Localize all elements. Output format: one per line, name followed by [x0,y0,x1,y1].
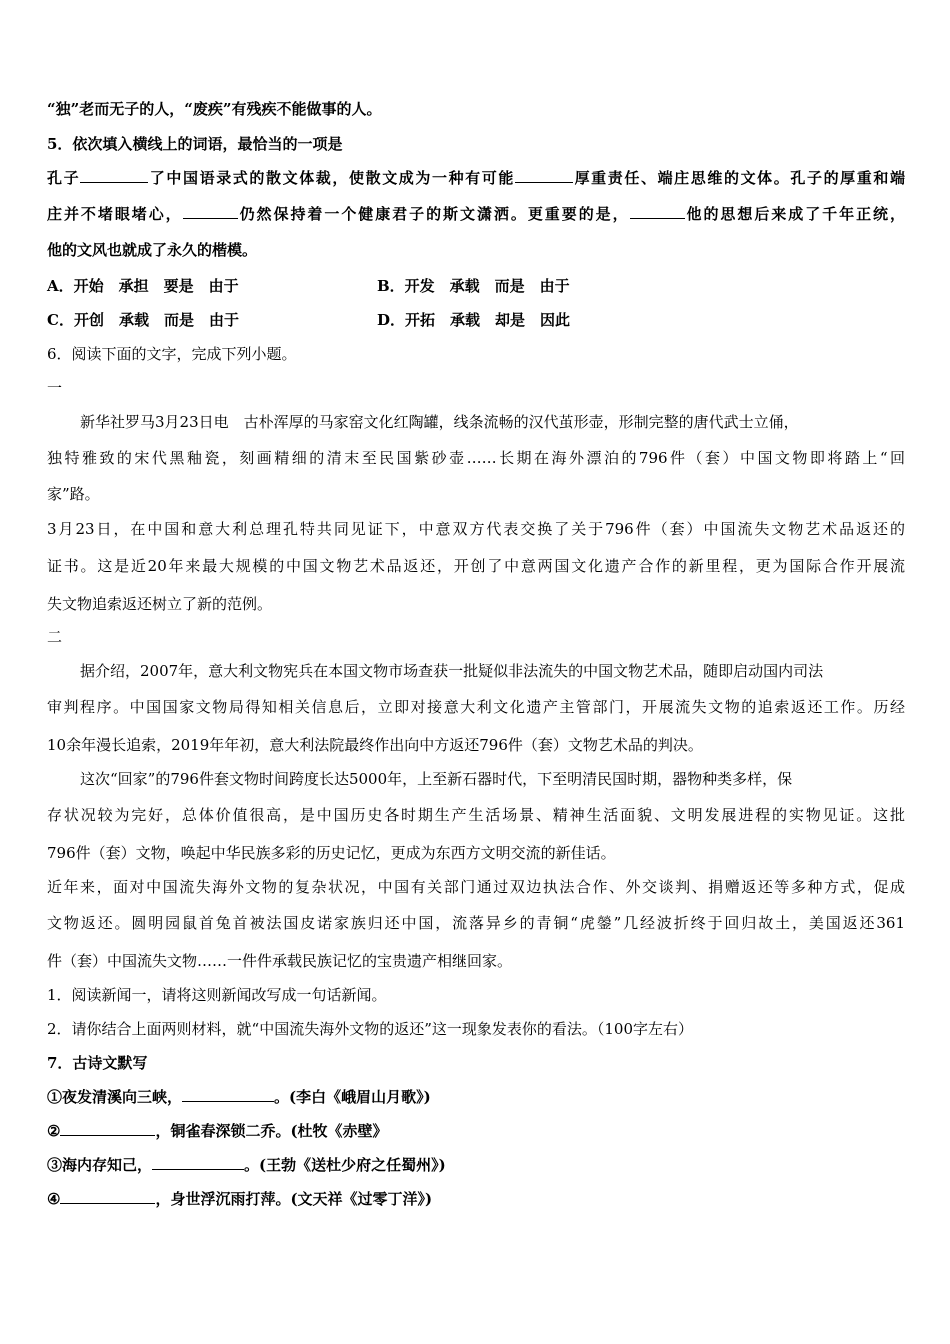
q7-item-3: ③海内存知己， 。(王勃《送杜少府之任蜀州》) [47,1156,446,1174]
q6-part1-line: 家”路。 [47,485,100,503]
q7-item-2: ② ，铜雀春深锁二乔。(杜牧《赤壁》 [47,1122,388,1140]
answer-blank[interactable] [60,1189,155,1204]
q6-part2-line: 审判程序。中国国家文物局得知相关信息后，立即对接意大利文化遗产主管部门，开展流失文物的追索返还工作。历经 [47,698,905,716]
q6-part2-line: 据介绍，2007年，意大利文物宪兵在本国文物市场查获一批疑似非法流失的中国文物艺术品，随即启动国内司法 [80,662,824,680]
answer-blank[interactable] [60,1121,155,1136]
q7-stem: 7．古诗文默写 [47,1054,148,1072]
answer-blank[interactable] [182,1087,274,1102]
q6-part1-line: 3月23日，在中国和意大利总理孔特共同见证下，中意双方代表交换了关于796件（套）中国流失文物艺术品返还的 [47,520,905,538]
answer-blank[interactable] [515,168,573,183]
q6-subquestion-1: 1．阅读新闻一，请将这则新闻改写成一句话新闻。 [47,986,387,1004]
q6-part2-line: 10余年漫长追索，2019年年初，意大利法院最终作出向中方返还796件（套）文物艺术品的判决。 [47,736,703,754]
q7-item-4: ④ ，身世浮沉雨打萍。(文天祥《过零丁洋》) [47,1190,433,1208]
q6-part2-line: 近年来，面对中国流失海外文物的复杂状况，中国有关部门通过双边执法合作、外交谈判、捐赠返还等多种方式，促成 [47,878,905,896]
q6-part2-label: 二 [47,628,63,646]
q6-part1-line: 失文物追索返还树立了新的范例。 [47,595,273,613]
q6-part2-line: 件（套）中国流失文物……一件件承载民族记忆的宝贵遗产相继回家。 [47,952,513,970]
q5-passage-line-2: 庄并不堵眼堵心， 仍然保持着一个健康君子的斯文潇洒。更重要的是， 他的思想后来成了千年正统， [47,205,905,223]
q6-part1-line: 新华社罗马3月23日电 古朴浑厚的马家窑文化红陶罐，线条流畅的汉代茧形壶，形制完整的唐代武士立俑， [80,413,799,431]
q5-option-a[interactable]: A．开始 承担 要是 由于 [47,277,239,295]
answer-blank[interactable] [152,1155,244,1170]
q5-option-d[interactable]: D．开拓 承载 却是 因此 [377,311,571,329]
intro-note: “独”老而无子的人，“废疾”有残疾不能做事的人。 [47,100,382,118]
q7-item-1: ①夜发清溪向三峡， 。(李白《峨眉山月歌》) [47,1088,431,1106]
q5-option-c[interactable]: C．开创 承载 而是 由于 [47,311,239,329]
q5-stem: 5．依次填入横线上的词语，最恰当的一项是 [47,135,343,153]
q6-part2-line: 这次“回家”的796件套文物时间跨度长达5000年，上至新石器时代，下至明清民国时期，器物种类多样，保 [80,770,793,788]
q6-part2-line: 文物返还。圆明园鼠首兔首被法国皮诺家族归还中国，流落异乡的青铜“虎鎣”几经波折终于回归故土，美国返还361 [47,914,905,932]
answer-blank[interactable] [183,204,238,219]
q6-stem: 6．阅读下面的文字，完成下列小题。 [47,345,297,363]
q6-part2-line: 存状况较为完好，总体价值很高，是中国历史各时期生产生活场景、精神生活面貌、文明发展进程的实物见证。这批 [47,806,905,824]
q5-passage-line-3: 他的文风也就成了永久的楷模。 [47,241,258,259]
q6-part1-line: 独特雅致的宋代黑釉瓷，刻画精细的清末至民国紫砂壶……长期在海外漂泊的796件（套）中国文物即将踏上“回 [47,449,905,467]
q5-option-b[interactable]: B．开发 承载 而是 由于 [377,277,570,295]
q6-part1-line: 证书。这是近20年来最大规模的中国文物艺术品返还，开创了中意两国文化遗产合作的新里程，更为国际合作开展流 [47,557,905,575]
answer-blank[interactable] [630,204,685,219]
q6-subquestion-2: 2．请你结合上面两则材料，就“中国流失海外文物的返还”这一现象发表你的看法。（100字左右） [47,1020,694,1038]
answer-blank[interactable] [80,168,148,183]
q5-passage-line-1: 孔子 了中国语录式的散文体裁，使散文成为一种有可能 厚重责任、端庄思维的文体。孔子的厚重和端 [47,169,905,187]
q6-part2-line: 796件（套）文物，唤起中华民族多彩的历史记忆，更成为东西方文明交流的新佳话。 [47,844,616,862]
q6-part1-label: 一 [47,379,63,397]
